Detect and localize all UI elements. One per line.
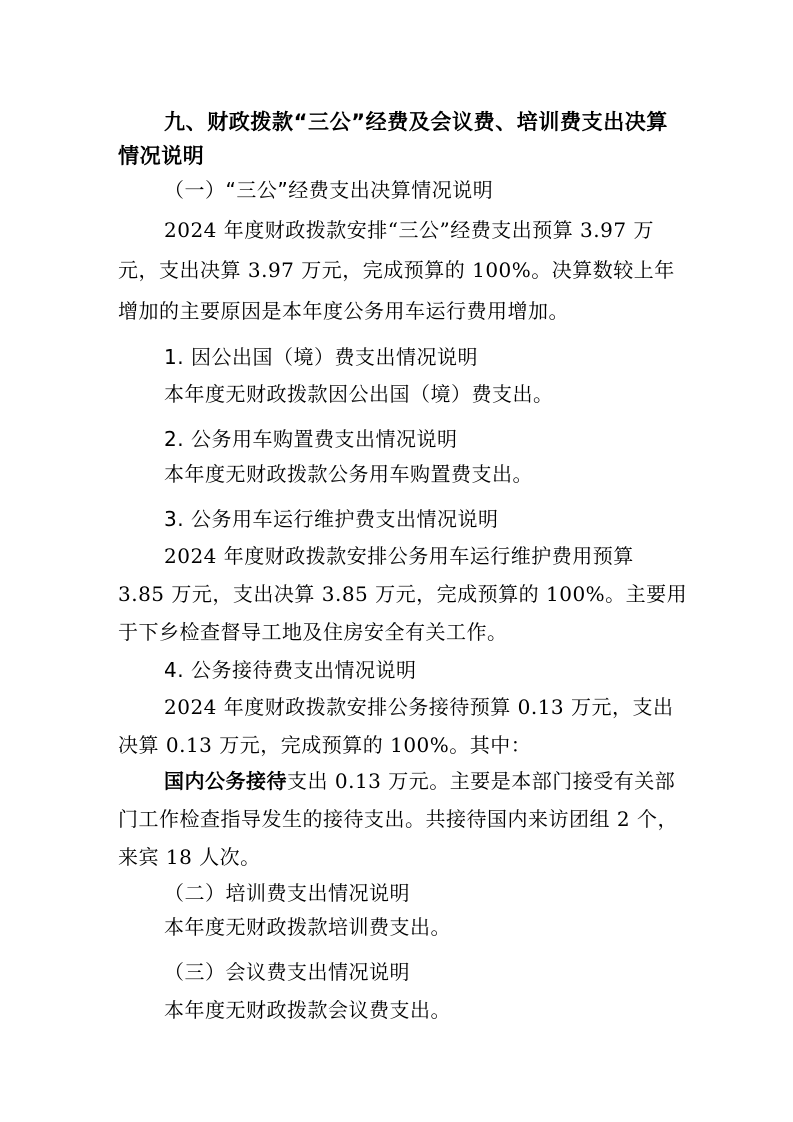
item4-domestic-line3: 来宾 18 人次。	[118, 845, 261, 869]
item3-para-line3: 于下乡检查督导工地及住房安全有关工作。	[118, 620, 508, 644]
domestic-reception-label: 国内公务接待	[164, 769, 287, 793]
item2-heading: 2. 公务用车购置费支出情况说明	[164, 427, 458, 451]
section3-text: 本年度无财政拨款会议费支出。	[164, 998, 451, 1022]
item3-para-line2: 3.85 万元，支出决算 3.85 万元，完成预算的 100%。主要用	[118, 582, 688, 606]
document-title-line2: 情况说明	[118, 144, 205, 168]
item4-domestic-line1	[164, 767, 675, 795]
item1-text: 本年度无财政拨款因公出国（境）费支出。	[164, 382, 554, 406]
item4-heading: 4. 公务接待费支出情况说明	[164, 658, 417, 682]
section2-text: 本年度无财政拨款培训费支出。	[164, 915, 451, 939]
document-title-line1: 九、财政拨款“三公”经费及会议费、培训费支出决算	[164, 110, 669, 134]
item4-domestic-line2: 门工作检查指导发生的接待支出。共接待国内来访团组 2 个，	[118, 807, 678, 831]
section1-heading: （一）“三公”经费支出决算情况说明	[164, 178, 494, 202]
item4-para-line2: 决算 0.13 万元，完成预算的 100%。其中：	[118, 733, 532, 757]
section3-heading: （三）会议费支出情况说明	[164, 960, 410, 984]
item3-para-line1: 2024 年度财政拨款安排公务用车运行维护费用预算	[164, 544, 634, 568]
section1-para-line1: 2024 年度财政拨款安排“三公”经费支出预算 3.97 万	[164, 218, 654, 242]
item2-text: 本年度无财政拨款公务用车购置费支出。	[164, 462, 533, 486]
section1-para-line2: 元，支出决算 3.97 万元，完成预算的 100%。决算数较上年	[118, 258, 675, 282]
domestic-reception-text: 支出 0.13 万元。主要是本部门接受有关部	[287, 769, 676, 793]
section1-para-line3: 增加的主要原因是本年度公务用车运行费用增加。	[118, 299, 569, 323]
item3-heading: 3. 公务用车运行维护费支出情况说明	[164, 507, 499, 531]
item1-heading: 1. 因公出国（境）费支出情况说明	[164, 345, 478, 369]
section2-heading: （二）培训费支出情况说明	[164, 881, 410, 905]
item4-para-line1: 2024 年度财政拨款安排公务接待预算 0.13 万元，支出	[164, 695, 674, 719]
